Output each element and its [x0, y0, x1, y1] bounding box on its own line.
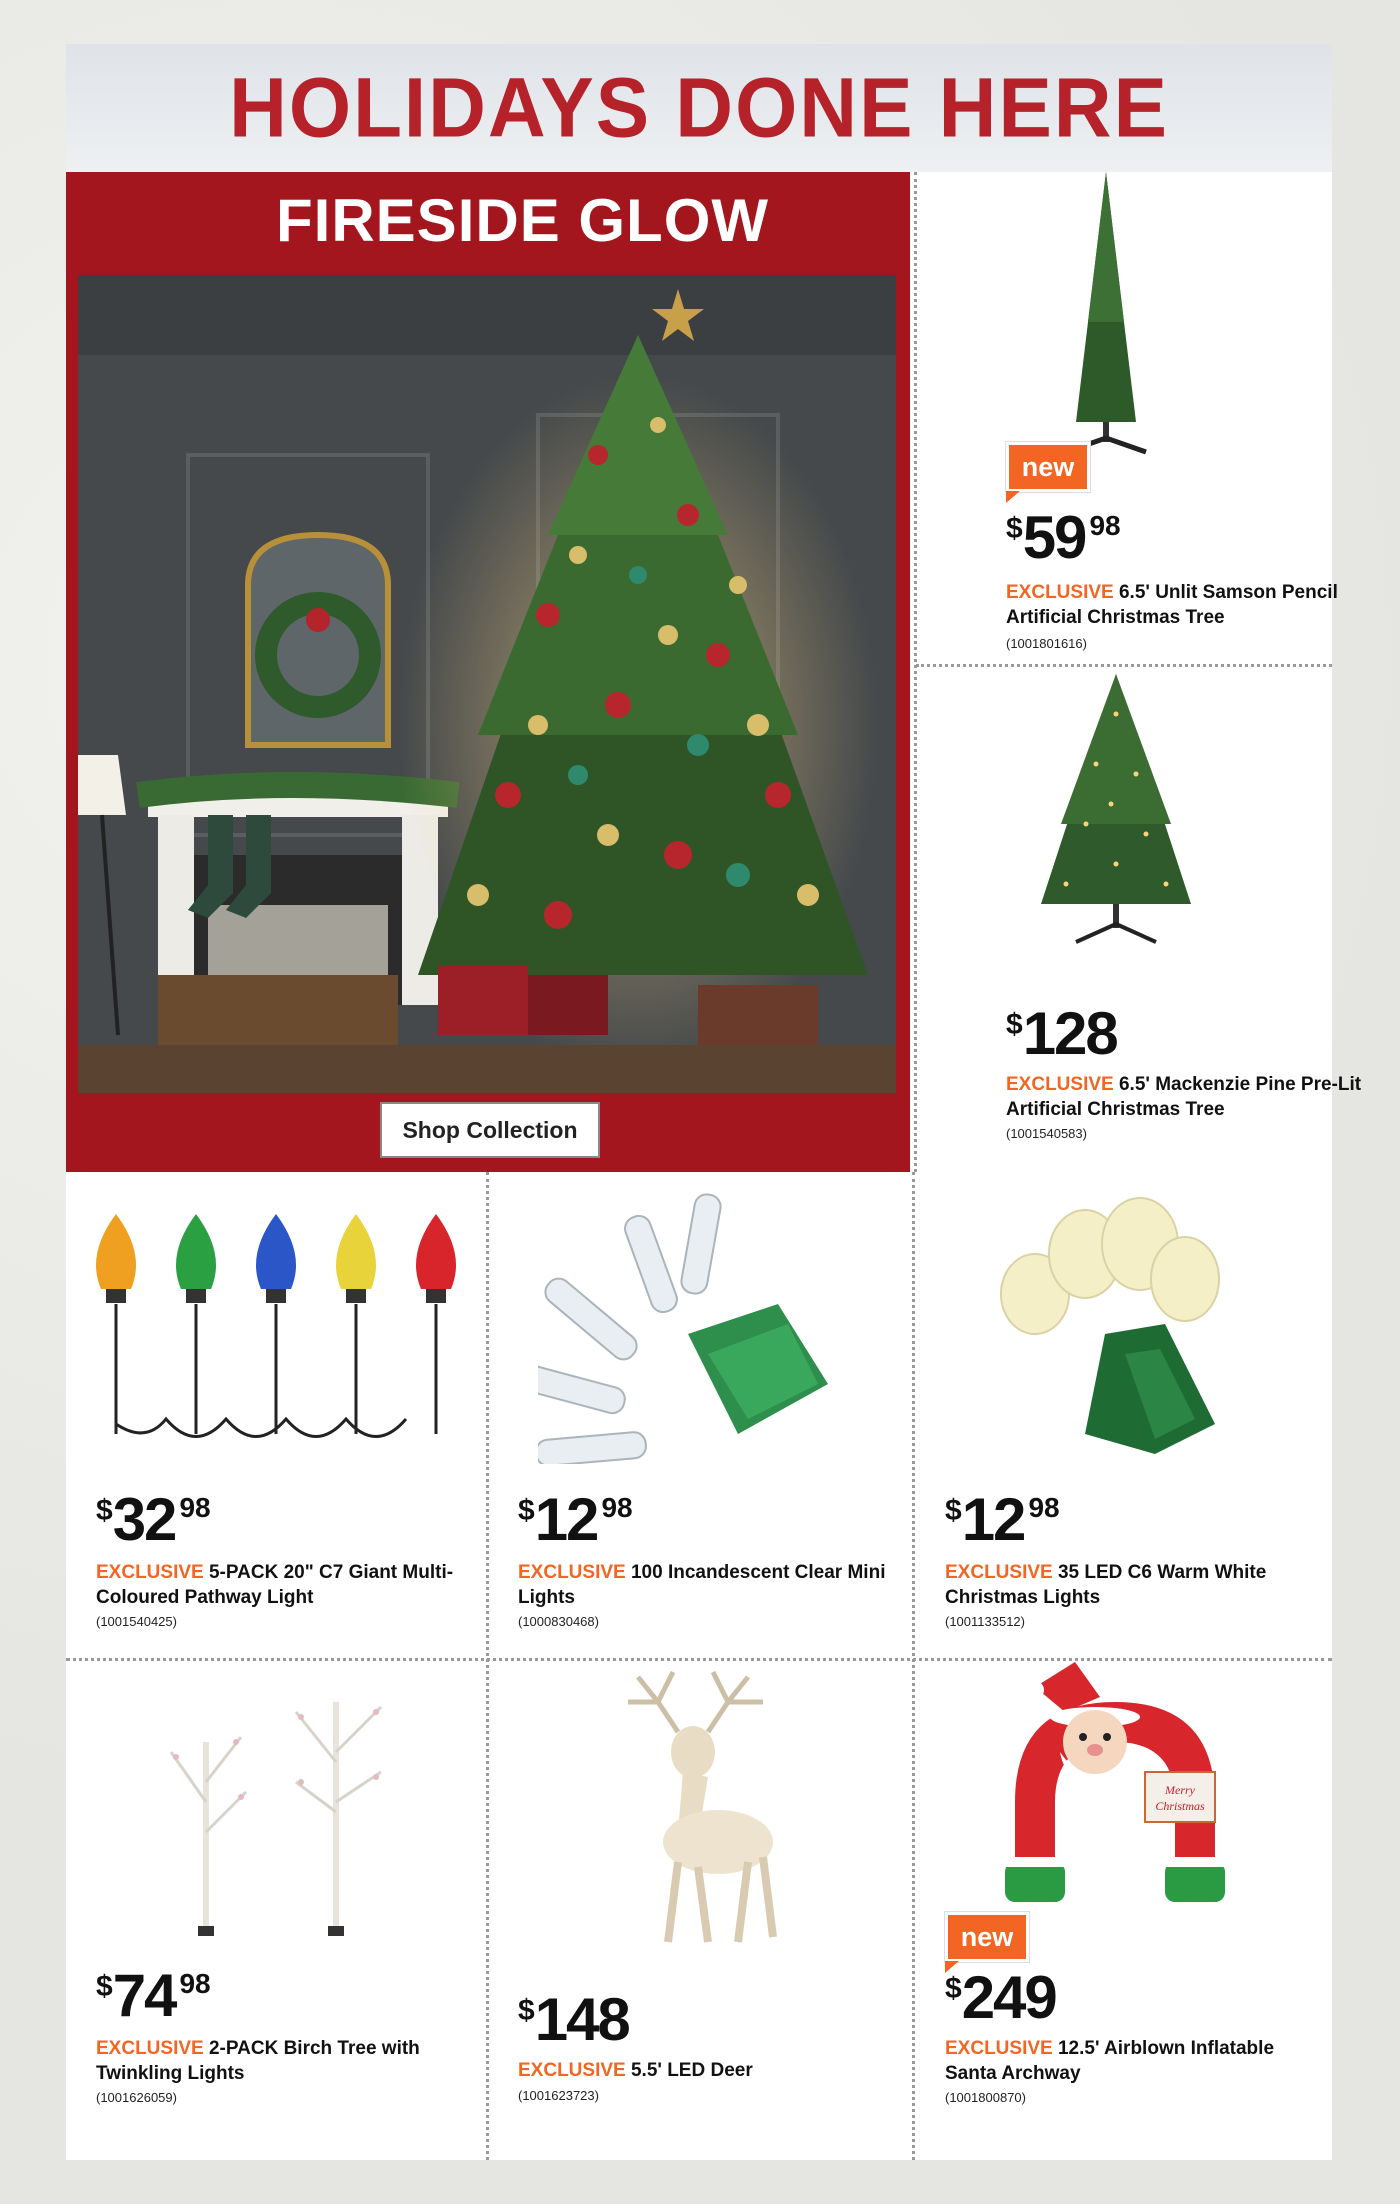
price [1006, 504, 1121, 571]
birch-trees-image [146, 1682, 406, 1942]
product-name: 100 Incandescent Clear Mini Lights [518, 1562, 886, 1608]
exclusive-label: EXCLUSIVE [1006, 582, 1114, 603]
product-name: 6.5' Mackenzie Pine Pre-Lit Artificial Christmas Tree [1006, 1074, 1362, 1120]
divider [66, 1658, 1332, 1661]
product-name: 2-PACK Birch Tree with Twinkling Lights [96, 2038, 420, 2084]
product-name: 6.5' Unlit Samson Pencil Artificial Christmas Tree [1006, 582, 1338, 628]
price [96, 1962, 211, 2029]
product-sku: (1001133512) [945, 1614, 1025, 1629]
product-card-mini-lights[interactable] [488, 1174, 912, 1658]
price-cents: 98 [1089, 510, 1121, 541]
product-sku: (1001800870) [945, 2090, 1026, 2105]
currency-symbol: $ [518, 1494, 535, 1527]
product-description [945, 1560, 1325, 1610]
price-dollars: 74 [112, 1962, 176, 2029]
currency-symbol: $ [96, 1494, 113, 1527]
led-deer-image [598, 1662, 798, 1952]
pencil-tree-image [1046, 172, 1166, 462]
product-card-birch-trees[interactable] [66, 1662, 486, 2160]
new-badge: new [1006, 442, 1090, 492]
price-cents: 98 [179, 1492, 211, 1523]
product-name: 12.5' Airblown Inflatable Santa Archway [945, 2038, 1275, 2084]
price-dollars: 148 [534, 1986, 629, 2053]
exclusive-label: EXCLUSIVE [1006, 1074, 1114, 1095]
c7-pathway-lights-image [86, 1204, 476, 1454]
prelit-tree-image [1036, 674, 1196, 954]
flyer-sheet [66, 44, 1362, 2160]
product-sku: (1001801616) [1006, 636, 1087, 651]
fireplace-scene-illustration [78, 275, 896, 1093]
product-description [96, 2036, 476, 2086]
new-badge: new [945, 1912, 1029, 1962]
price [945, 1964, 1060, 2031]
currency-symbol: $ [945, 1494, 962, 1527]
product-name: 5-PACK 20" C7 Giant Multi-Coloured Pathway Light [96, 1562, 454, 1608]
product-card-pencil-tree[interactable] [916, 172, 1338, 664]
price-dollars: 249 [961, 1964, 1056, 2031]
price [945, 1486, 1060, 1553]
hero-title: FIRESIDE GLOW [276, 187, 769, 254]
price-cents: 98 [1028, 1492, 1060, 1523]
product-description [518, 2058, 898, 2083]
page-title: HOLIDAYS DONE HERE [229, 60, 1169, 155]
exclusive-label: EXCLUSIVE [518, 1562, 626, 1583]
currency-symbol: $ [1006, 1008, 1023, 1041]
product-description [945, 2036, 1325, 2086]
product-description [518, 1560, 898, 1610]
price [518, 1486, 633, 1553]
product-name: 35 LED C6 Warm White Christmas Lights [945, 1562, 1267, 1608]
price-dollars: 59 [1022, 504, 1086, 571]
product-sku: (1001540425) [96, 1614, 177, 1629]
product-sku: (1001623723) [518, 2088, 599, 2103]
merry-christmas-sign: Merry [1165, 1783, 1195, 1797]
price [1006, 1000, 1121, 1067]
product-sku: (1001626059) [96, 2090, 177, 2105]
led-c6-lights-image [995, 1184, 1235, 1464]
shop-collection-button[interactable]: Shop Collection [380, 1102, 600, 1158]
hero-panel [66, 172, 910, 1172]
price-dollars: 12 [961, 1486, 1025, 1553]
price [518, 1986, 633, 2053]
product-name: 5.5' LED Deer [630, 2060, 753, 2081]
santa-archway-image [975, 1662, 1255, 1912]
product-card-pathway-lights[interactable] [66, 1174, 486, 1658]
price-dollars: 128 [1022, 1000, 1117, 1067]
product-sku: (1000830468) [518, 1614, 599, 1629]
price [96, 1486, 211, 1553]
price-dollars: 12 [534, 1486, 598, 1553]
exclusive-label: EXCLUSIVE [518, 2060, 626, 2081]
product-description [96, 1560, 476, 1610]
product-card-led-c6-lights[interactable] [915, 1174, 1332, 1658]
merry-christmas-sign: Christmas [1155, 1799, 1205, 1813]
product-description [1006, 1072, 1386, 1122]
hero-photo [78, 275, 896, 1093]
price-cents: 98 [179, 1968, 211, 1999]
product-card-santa-archway[interactable] [915, 1662, 1332, 2160]
currency-symbol: $ [945, 1972, 962, 2005]
exclusive-label: EXCLUSIVE [96, 1562, 204, 1583]
currency-symbol: $ [1006, 512, 1023, 545]
product-card-mackenzie-tree[interactable] [916, 666, 1362, 1172]
price-cents: 98 [601, 1492, 633, 1523]
product-card-led-deer[interactable] [488, 1662, 912, 2160]
mini-lights-image [538, 1184, 868, 1464]
exclusive-label: EXCLUSIVE [945, 1562, 1053, 1583]
exclusive-label: EXCLUSIVE [945, 2038, 1053, 2059]
price-dollars: 32 [112, 1486, 176, 1553]
currency-symbol: $ [518, 1994, 535, 2027]
header-banner [66, 44, 1332, 172]
currency-symbol: $ [96, 1970, 113, 2003]
product-description [1006, 580, 1386, 630]
exclusive-label: EXCLUSIVE [96, 2038, 204, 2059]
product-sku: (1001540583) [1006, 1126, 1087, 1141]
